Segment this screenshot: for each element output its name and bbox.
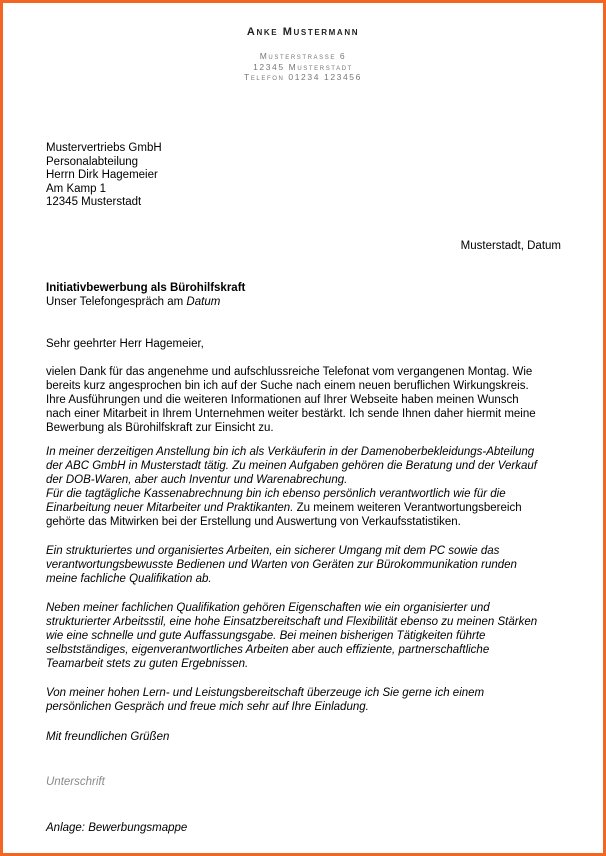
recipient-street: Am Kamp 1 [46, 182, 107, 195]
subject-reference-prefix: Unser Telefongespräch am [46, 296, 187, 308]
paragraph-line-upright-part: Zu meinem weiteren Verantwortungsbereich [293, 502, 522, 515]
paragraph-line: Für die tagtägliche Kassenabrechnung bin ich ebenso persönlich verantwortlich wie für die [46, 488, 506, 501]
recipient-city: 12345 Musterstadt [46, 196, 142, 209]
paragraph-line: In meiner derzeitigen Anstellung bin ich als Verkäuferin in der Damenoberbekleidungs-Abteilung [46, 446, 535, 458]
paragraph-line: gehörte das Mitwirken bei der Erstellung und Auswertung von Verkaufsstatistiken. [46, 516, 461, 529]
paragraph-line: bereits kurz angesprochen bin ich auf der Suche nach einem neuen beruflichen Wirkungskreis. [46, 380, 529, 393]
paragraph-line: vielen Dank für das angenehme und aufschlussreiche Telefonat vom vergangenen Montag. Wie [46, 366, 533, 378]
sender-phone: Telefon 01234 123456 [244, 72, 362, 82]
subject-block [46, 281, 245, 309]
paragraph-line: Ihre Ausführungen und die weiteren Informationen auf Ihrer Webseite haben meinen Wunsch [46, 394, 519, 407]
paragraph-line: Ein strukturiertes und organisiertes Arbeiten, ein sicherer Umgang mit dem PC sowie das [46, 545, 500, 557]
sender-address [3, 51, 603, 83]
recipient-address [46, 142, 162, 210]
paragraph-closing-remark [46, 686, 571, 714]
closing-phrase: Mit freundlichen Grüßen [46, 731, 170, 743]
paragraph-line: wie eine schnelle und gute Auffassungsgabe. Bei meinen bisherigen Tätigkeiten führte [46, 630, 486, 643]
paragraph-line: der DOB-Waren, aber auch Inventur und Warenabrechung. [46, 474, 348, 487]
paragraph-line-mixed [46, 501, 571, 515]
paragraph-skills [46, 544, 571, 586]
paragraph-line: selbstständiges, eigenverantwortliches Arbeiten aber auch effiziente, partnerschaftliche [46, 644, 490, 657]
paragraph-qualities [46, 601, 571, 671]
recipient-department: Personalabteilung [46, 155, 139, 168]
sender-name: Anke Mustermann [246, 26, 360, 38]
paragraph-line: meine fachliche Qualifikation ab. [46, 573, 212, 586]
paragraph-current-position [46, 445, 571, 530]
paragraph-line-italic-part: Einarbeitung neuer Mitarbeiter und Praktikanten. [46, 502, 294, 515]
recipient-company: Mustervertriebs GmbH [46, 142, 162, 154]
paragraph-intro [46, 365, 571, 435]
paragraph-line: Von meiner hohen Lern- und Leistungsbereitschaft überzeuge ich Sie gerne ich einem [46, 687, 485, 699]
subject-reference [46, 295, 245, 309]
paragraph-line: der ABC GmbH in Musterstadt tätig. Zu meinen Aufgaben gehören die Beratung und der Verkauf [46, 460, 537, 473]
subject-reference-date: Datum [186, 296, 221, 308]
paragraph-line: persönlichen Gespräch und freue mich sehr auf Ihre Einladung. [46, 701, 369, 714]
signature-placeholder: Unterschrift [46, 776, 105, 788]
enclosure-note: Anlage: Bewerbungsmappe [46, 822, 188, 834]
sender-header [3, 25, 603, 83]
paragraph-line: Neben meiner fachlichen Qualifikation gehören Eigenschaften wie ein organisierter und [46, 602, 490, 614]
paragraph-line: strukturierter Arbeitsstil, eine hohe Einsatzbereitschaft und Flexibilität ebenso zu meinen Stärken [46, 616, 538, 629]
salutation: Sehr geehrter Herr Hagemeier, [46, 338, 204, 350]
recipient-contact: Herrn Dirk Hagemeier [46, 169, 158, 182]
paragraph-line: nach einer Mitarbeit in Ihrem Unternehmen weiter bestärkt. Ich sende Ihnen daher hiermit meine [46, 408, 536, 421]
paragraph-line: verantwortungsbewusste Bedienen und Warten von Geräten zur Bürokommunikation runden [46, 559, 517, 572]
paragraph-line: Teamarbeit stets zu guten Ergebnissen. [46, 658, 249, 671]
paragraph-line: Bewerbung als Bürohilfskraft zur Einsicht zu. [46, 422, 274, 435]
sender-street: Musterstrasse 6 [259, 51, 347, 61]
subject-title: Initiativbewerbung als Bürohilfskraft [46, 282, 246, 294]
place-date: Musterstadt, Datum [460, 240, 561, 252]
sender-city: 12345 Musterstadt [253, 61, 353, 72]
